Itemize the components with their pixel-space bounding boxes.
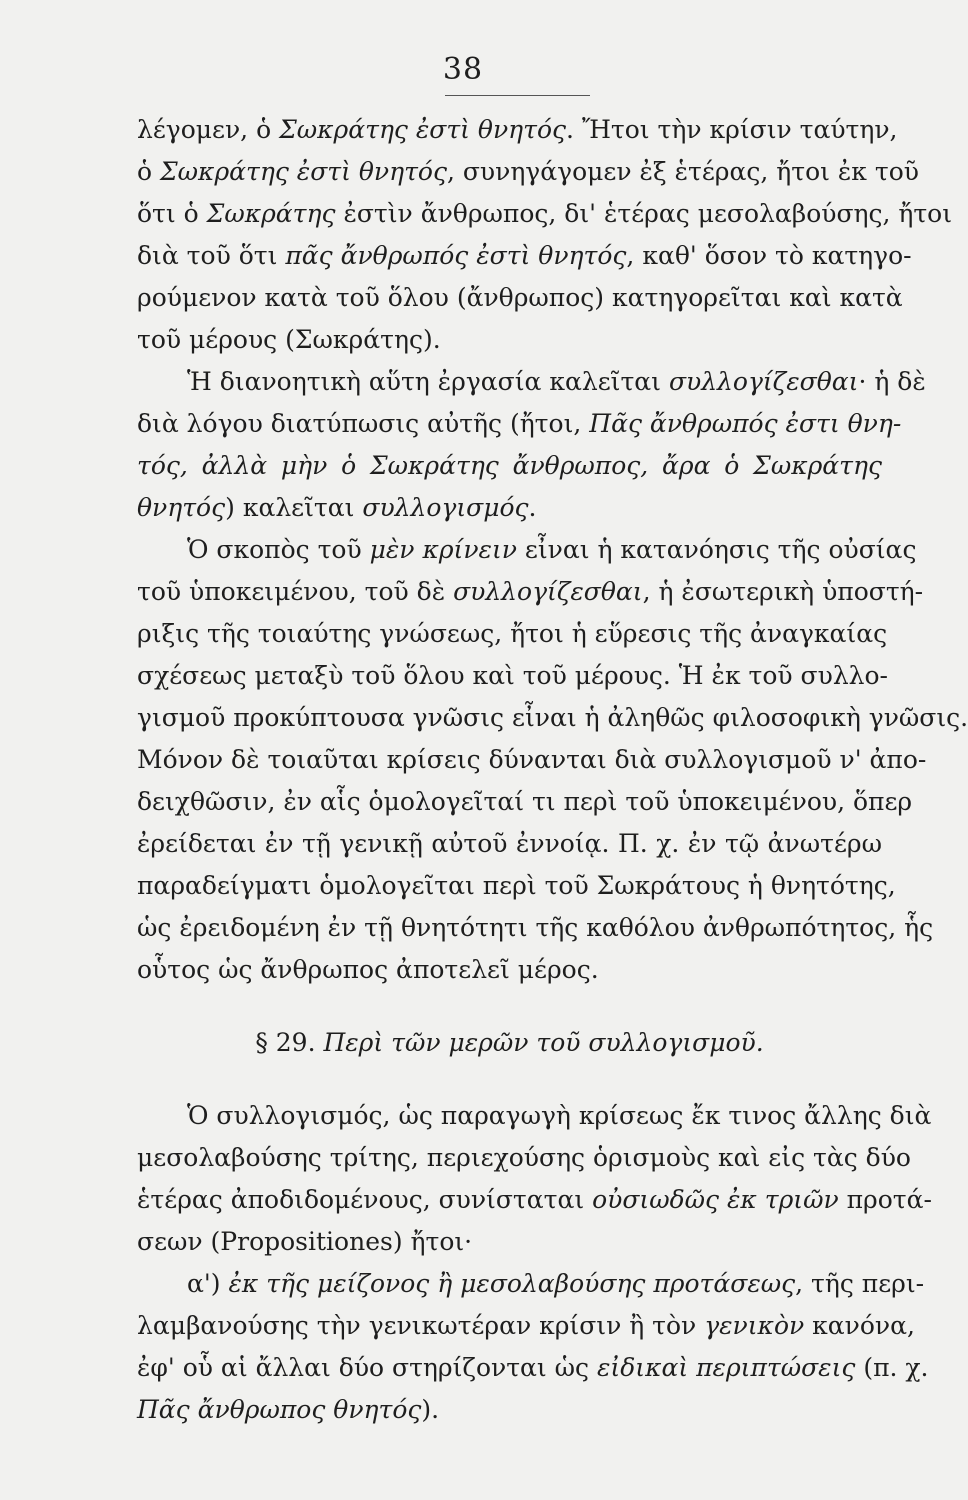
text-run: διὰ λόγου διατύπωσις αὐτῆς (ἤτοι, xyxy=(137,409,590,438)
text-run: κανόνα, xyxy=(804,1311,915,1340)
text-run: Ὁ συλλογισμός, ὡς παραγωγὴ κρίσεως ἔκ τινος ἄλλης διὰ xyxy=(137,1101,932,1130)
text-line xyxy=(137,532,917,568)
italic-text: Σωκράτης ἐστὶ θνητός xyxy=(279,115,567,144)
text-line xyxy=(137,112,898,148)
text-run: παραδείγματι ὁμολογεῖται περὶ τοῦ Σωκράτους ἡ θνητότης, xyxy=(137,871,896,900)
text-line xyxy=(137,280,903,316)
italic-text: μὲν κρίνειν xyxy=(369,535,517,564)
text-line xyxy=(137,1392,882,1428)
text-line xyxy=(137,784,913,820)
italic-text: θνητός xyxy=(137,493,226,522)
italic-text: οὐσιωδῶς ἐκ τριῶν xyxy=(592,1185,839,1214)
italic-text: τός, ἀλλὰ μὴν ὁ Σωκράτης ἄνθρωπος, ἄρα ὁ Σωκράτης xyxy=(137,451,882,480)
page-number: 38 xyxy=(442,52,484,87)
text-run: α') xyxy=(137,1269,229,1298)
text-run: . Ἤτοι τὴν κρίσιν ταύτην, xyxy=(566,115,898,144)
text-line xyxy=(137,574,924,610)
text-run: ὁ xyxy=(137,157,160,186)
italic-text: γενικὸν xyxy=(704,1311,805,1340)
italic-text: εἰδικαὶ περιπτώσεις xyxy=(597,1353,856,1382)
text-run: τοῦ μέρους (Σωκράτης). xyxy=(137,325,441,354)
text-line xyxy=(137,1224,882,1260)
text-line xyxy=(137,658,889,694)
text-run: ἑτέρας ἀποδιδομένους, συνίσταται xyxy=(137,1185,593,1214)
text-run: ριξις τῆς τοιαύτης γνώσεως, ἤτοι ἡ εὕρεσις τῆς ἀναγκαίας xyxy=(137,619,888,648)
text-run: ἐρείδεται ἐν τῇ γενικῇ αὐτοῦ ἐννοίᾳ. Π. χ. ἐν τῷ ἀνωτέρω xyxy=(137,829,882,858)
text-run: Ὁ σκοπὸς τοῦ xyxy=(137,535,370,564)
text-line xyxy=(137,1140,911,1176)
text-run: σχέσεως μεταξὺ τοῦ ὅλου καὶ τοῦ μέρους. Ἡ ἐκ τοῦ συλλο- xyxy=(137,661,889,690)
text-run: εἶναι ἡ κατανόησις τῆς οὐσίας xyxy=(516,535,917,564)
italic-text: Πᾶς ἄνθρωπος θνητός xyxy=(137,1395,422,1424)
text-run: Μόνον δὲ τοιαῦται κρίσεις δύνανται διὰ συλλογισμοῦ ν' ἀπο- xyxy=(137,745,927,774)
text-line xyxy=(137,322,882,358)
text-run: μεσολαβούσης τρίτης, περιεχούσης ὁρισμοὺς καὶ εἰς τὰς δύο xyxy=(137,1143,911,1172)
section-heading xyxy=(137,1025,882,1061)
text-run: διὰ τοῦ ὅτι xyxy=(137,241,286,270)
text-run: (π. χ. xyxy=(855,1353,929,1382)
text-run: . xyxy=(528,493,537,522)
text-line xyxy=(137,238,912,274)
text-run: , συνηγάγομεν ἐξ ἑτέρας, ἤτοι ἐκ τοῦ xyxy=(446,157,919,186)
text-line xyxy=(137,196,953,232)
italic-text: συλλογισμός xyxy=(362,493,529,522)
text-line xyxy=(137,448,882,484)
text-line xyxy=(137,826,882,862)
text-run: ὅτι ὁ xyxy=(137,199,207,228)
text-run: § 29. xyxy=(255,1028,324,1057)
text-run: προτά- xyxy=(838,1185,932,1214)
text-run: δειχθῶσιν, ἐν αἷς ὁμολογεῖταί τι περὶ τοῦ ὑποκειμένου, ὅπερ xyxy=(137,787,913,816)
italic-text: Πᾶς ἄνθρωπός ἐστι θνη- xyxy=(589,409,902,438)
text-run: ἐφ' οὗ αἱ ἄλλαι δύο στηρίζονται ὡς xyxy=(137,1353,597,1382)
text-run: ὡς ἐρειδομένη ἐν τῇ θνητότητι τῆς καθόλου ἀνθρωπότητος, ἧς xyxy=(137,913,934,942)
text-line xyxy=(137,1308,915,1344)
text-run: Ἡ διανοητικὴ αὕτη ἐργασία καλεῖται xyxy=(137,367,669,396)
text-line xyxy=(137,952,882,988)
text-run: ). xyxy=(421,1395,440,1424)
text-line xyxy=(137,1350,929,1386)
text-line xyxy=(137,700,968,736)
text-line xyxy=(137,1266,925,1302)
italic-text: ἐκ τῆς μείζονος ἢ μεσολαβούσης προτάσεως xyxy=(228,1269,796,1298)
italic-text: Σωκράτης ἐστὶ θνητός xyxy=(160,157,447,186)
text-line xyxy=(137,616,888,652)
text-run: οὗτος ὡς ἄνθρωπος ἀποτελεῖ μέρος. xyxy=(137,955,599,984)
text-run: ) καλεῖται xyxy=(225,493,363,522)
italic-text: πᾶς ἄνθρωπός ἐστὶ θνητός xyxy=(285,241,627,270)
italic-text: Περὶ τῶν μερῶν τοῦ συλλογισμοῦ. xyxy=(323,1028,764,1057)
italic-text: συλλογίζεσθαι xyxy=(668,367,859,396)
text-run: τοῦ ὑποκειμένου, τοῦ δὲ xyxy=(137,577,454,606)
text-run: , τῆς περι- xyxy=(795,1269,925,1298)
text-run: ἐστὶν ἄνθρωπος, δι' ἑτέρας μεσολαβούσης, ἤτοι xyxy=(335,199,953,228)
text-line xyxy=(137,490,882,526)
text-line xyxy=(137,154,919,190)
text-line xyxy=(137,1098,932,1134)
italic-text: συλλογίζεσθαι xyxy=(453,577,643,606)
italic-text: Σωκράτης xyxy=(206,199,336,228)
text-run: γισμοῦ προκύπτουσα γνῶσις εἶναι ἡ ἀληθῶς φιλοσοφικὴ γνῶσις. xyxy=(137,703,968,732)
text-run: λέγομεν, ὁ xyxy=(137,115,280,144)
text-run: · ἡ δὲ xyxy=(858,367,926,396)
text-run: ρούμενον κατὰ τοῦ ὅλου (ἄνθρωπος) κατηγορεῖται καὶ κατὰ xyxy=(137,283,903,312)
text-run: , καθ' ὅσον τὸ κατηγο- xyxy=(626,241,912,270)
text-run: λαμβανούσης τὴν γενικωτέραν κρίσιν ἢ τὸν xyxy=(137,1311,705,1340)
text-line xyxy=(137,406,902,442)
text-line xyxy=(137,1182,932,1218)
text-run: , ἡ ἐσωτερικὴ ὑποστή- xyxy=(642,577,924,606)
text-line xyxy=(137,364,926,400)
text-run: σεων (Propositiones) ἤτοι· xyxy=(137,1227,473,1256)
text-line xyxy=(137,910,934,946)
text-line xyxy=(137,868,896,904)
text-line xyxy=(137,742,927,778)
